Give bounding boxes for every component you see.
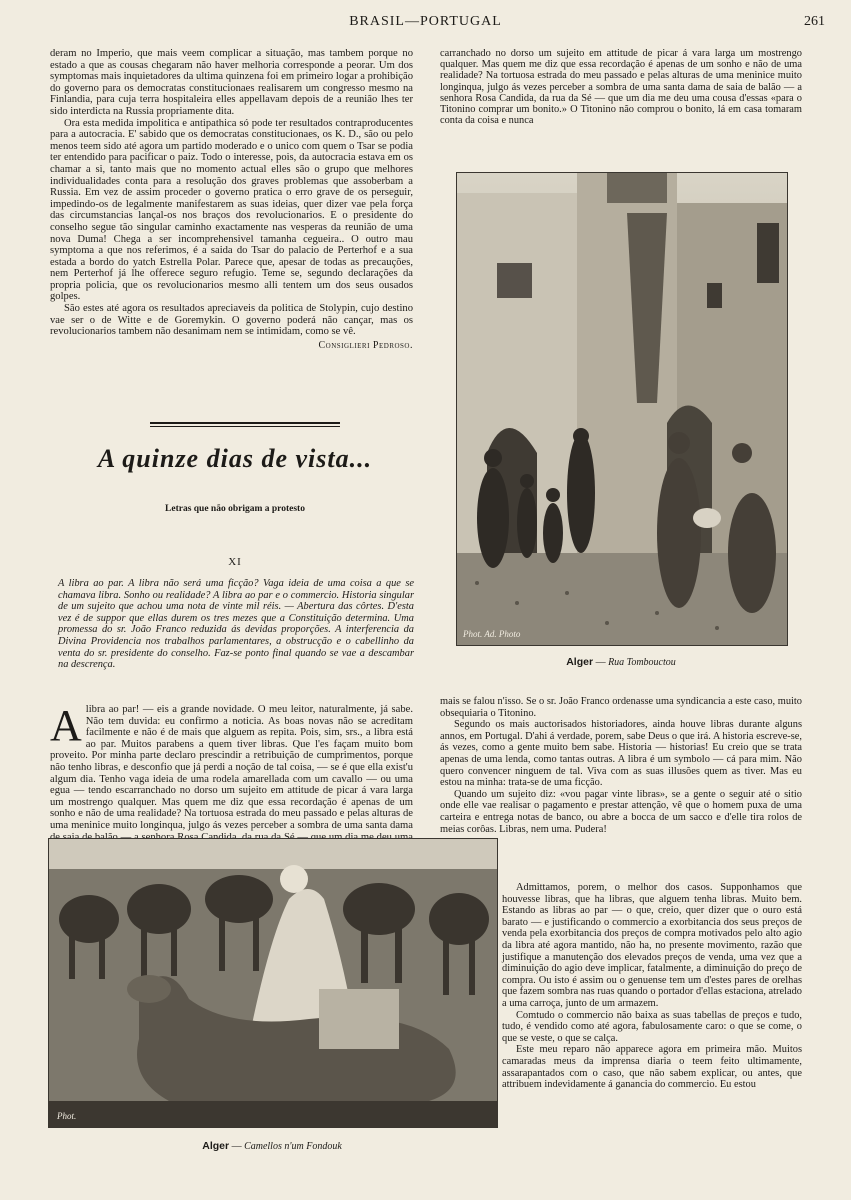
section-number: XI [228, 556, 242, 568]
drop-cap: A [50, 701, 82, 750]
paragraph: Ora esta medida impolitica e antipathica só pode ter resultados contraproducentes para a autocracia. E' sabido que os democratas constitucionaes, os K. D., são ou pelo menos teem sido até agora um partido moderado e o unico com quem o Tsar se podia ter entendido para pacificar o paiz. Todo o interesse, pois, da autocracia estava em os chamar a si, tanto mais que no momento actual elles são o grupo que melhores individualidades conta para a resolução dos graves problemas que assoberbam a Russia. Em vez de assim proceder o governo pratica o erro grave de os perseguir, impedindo-os de legalmente manifestarem as suas ideias, quer dizer vae pela força das circumstancias lançal-os nos braços dos revolucionarios. E o presidente do conselho segue tão singular caminho exactamente nas vesperas da reunião de uma nova Duma! Chega a ser incomprehensivel tamanha cegueira.. O outro mau symptoma a que nos referimos, é a saida do Tsar do palacio de Perterhof e a sua estada a bordo do yatch Estrella Polar. Parece que, apesar de todas as precauções, nem Perterhof já lhe offerece seguro refugio. Teme se, segundo declarações da propria policia, que os revolucionarios mesmo alli tentem um dos seus ousados golpes. [50, 117, 413, 303]
article-one-text [50, 48, 413, 351]
author-signature: Consiglieri Pedroso. [318, 339, 413, 351]
paragraph: mais se falou n'isso. Se o sr. João Franco ordenasse uma syndicancia a este caso, muito obsequiaria o Titonino. [440, 696, 802, 719]
page-number: 261 [804, 14, 825, 29]
camels-scene-illustration [49, 839, 497, 1127]
article-title: A quinze dias de vista... [97, 444, 373, 473]
street-photo-caption: Alger — Rua Tombouctou [566, 656, 676, 668]
street-photo [456, 172, 788, 646]
paragraph: Comtudo o commercio não baixa as suas tabellas de preços e tudo, tudo, é vendido como até agora, fabulosamente caro: o que se come, o que se veste, o que se calça. [502, 1009, 802, 1044]
page-header [0, 12, 851, 34]
caption-place: Alger [202, 1140, 230, 1152]
paragraph: carranchado no dorso um sujeito em attitude de picar á vara larga um mostrengo qualquer. Mas quem me diz que essa recordação é apenas de um sonho e não de uma realidade? Na tortuosa estrada do meu passado e pelas alturas de uma meninice muito longinqua, julgo ás vezes perceber a sombra de uma santa dama de saia de balão — a senhora Rosa Candida, da rua da Sé — que um dia me deu uma cousa d'essas «para o Titonino comprar um bonito.» O Titonino não comprou o bonito, lá em casa tomaram conta da coisa e nunca [440, 48, 802, 127]
street-scene-illustration [457, 173, 787, 645]
right-column-top-text [440, 48, 802, 126]
photo-credit: Phot. Ad. Photo [463, 629, 521, 639]
section-divider [150, 422, 340, 424]
camels-photo-caption: Alger — Camellos n'um Fondouk [202, 1140, 342, 1152]
photo-credit: Phot. [57, 1111, 77, 1121]
caption-description: Camellos n'um Fondouk [244, 1141, 342, 1152]
journal-title: BRASIL—PORTUGAL [349, 14, 502, 29]
section-divider-thin [150, 426, 340, 427]
caption-place: Alger [566, 656, 594, 668]
paragraph: deram no Imperio, que mais veem complicar a situação, mas tambem porque no estado a que as cousas chegaram não haver melhoria corresponde a peorar. Um dos symptomas mais inquietadores da ultima quinzena foi em primeiro logar a prohibição do governo para os democratas constitucionaes realisarem um congresso mesmo na Finlandia, para cuja terra hospitaleira elles appellavam depois de a reunião lhes ter sido interdicta na Russia propriamente dita. [50, 48, 413, 117]
right-column-bottom-text [502, 882, 802, 1091]
caption-description: Rua Tombouctou [608, 657, 676, 668]
article-subtitle: Letras que não obrigam a protesto [165, 504, 305, 514]
paragraph: São estes até agora os resultados apreciaveis da politica de Stolypin, cujo destino vae ser o de Witte e de Goremykin. O governo poderá não cançar, mas os revolucionarios tambem não desanimam nem se intimidam, como se vê. [50, 303, 413, 338]
camels-photo [48, 838, 498, 1128]
article-summary: A libra ao par. A libra não será uma ficção? Vaga ideia de uma coisa a que se chamava libra. Sonho ou realidade? A libra ao par e o commercio. Historia singular de um sujeito que achou uma nota de vinte mil réis. — Abertura das côrtes. D'esta vez é de suppor que ellas durem os tres mezes que a Constituição determina. Uma promessa do sr. João Franco reduzida ás devidas proporções. A interferencia da Divina Providencia nos trabalhos parlamentares, a obstrucção e o cabellinho da venta do sr. presidente do conselho. Faz-se ponto final quando se vae a descambar na descrença. [58, 578, 414, 671]
paragraph: Admittamos, porem, o melhor dos casos. Supponhamos que houvesse libras, que ha libras, que alguem tenha libras. Muito bem. Estando as libras ao par — o que, creio, quer dizer que o ouro está barato — e justificando o commercio a exorbitancia dos seus preços de venda pela exorbitancia dos preços de compra motivados pelo alto agio da libra até agora mantido, não ha, no presente movimento, razão que justifique a manutenção dos elevados preços de venda, uma vez que a diminuição do agio deve implicar, fatalmente, a diminuição do preço de compra. Ou isto é assim ou o genuense tem um d'estes pares de orelhas que fazem sombra nas ruas quando o portador d'ellas estaciona, atrelado a uma carroça, junto de um armazem. [502, 882, 802, 1009]
right-column-mid-text [440, 696, 802, 835]
body-text: libra ao par! — eis a grande novidade. O meu leitor, naturalmente, já sabe. Não tem duvida: eu confirmo a noticia. As boas novas não se acreditam facilmente e não é de mais que alguem as repita. Pois, sim, srs., a libra está ao par. Muitos parabens a quem tiver libras. Que l'es façam muito bom proveito. Por minha parte declaro prescindir a retribuição de cumprimentos, porque não tenho libras, e desconfio que já perdi a noção de tal coisa, — se é que ella exist'u algum dia. Tenho vaga ideia de uma rodela amarellada com um cavallo — ou uma egua — tendo escarranchado no dorso um sujeito em attitude de picar á vara larga um mostrengo qualquer. Mas quem me diz que essa recordação é apenas de um sonho e não de uma realidade? Na tortuosa estrada do meu passado e pelas alturas de uma meninice muito longinqua, julgo ás vezes perceber a sombra de uma santa dama [50, 704, 413, 831]
paragraph: Segundo os mais auctorisados historiadores, ainda houve libras durante alguns annos, em Portugal. D'ahi á verdade, porem, sabe Deus o que irá. A historia escreve-se, ás vezes, como a gente muito bem sabe. Historia — historias! Eu creio que se trata apenas de uma lenda, como tantas outras. A libra é um symbolo — cá para mim. Não quero convencer ninguem de tal. Viva com as suas illusões quem as tiver. Mas eu estou na minha: trata-se de uma ficção. [440, 719, 802, 789]
paragraph: Quando um sujeito diz: «vou pagar vinte libras», se a gente o seguir até o sitio onde elle vae realisar o pagamento e prestar attenção, vê que o homem puxa de uma carteira e entrega notas de banco, ou abre a bocca de um sacco e d'elle tira rolos de meias corôas. Libras, nem uma. Pudera! [440, 788, 802, 835]
paragraph: Este meu reparo não apparece agora em primeira mão. Muitos camaradas meus da imprensa diaria o teem feito ultimamente, assarapantados com o caso, que não sabem explicar, ou antes, que attribuem indevidamente á ganancia do commercio. Eu estou [502, 1044, 802, 1091]
